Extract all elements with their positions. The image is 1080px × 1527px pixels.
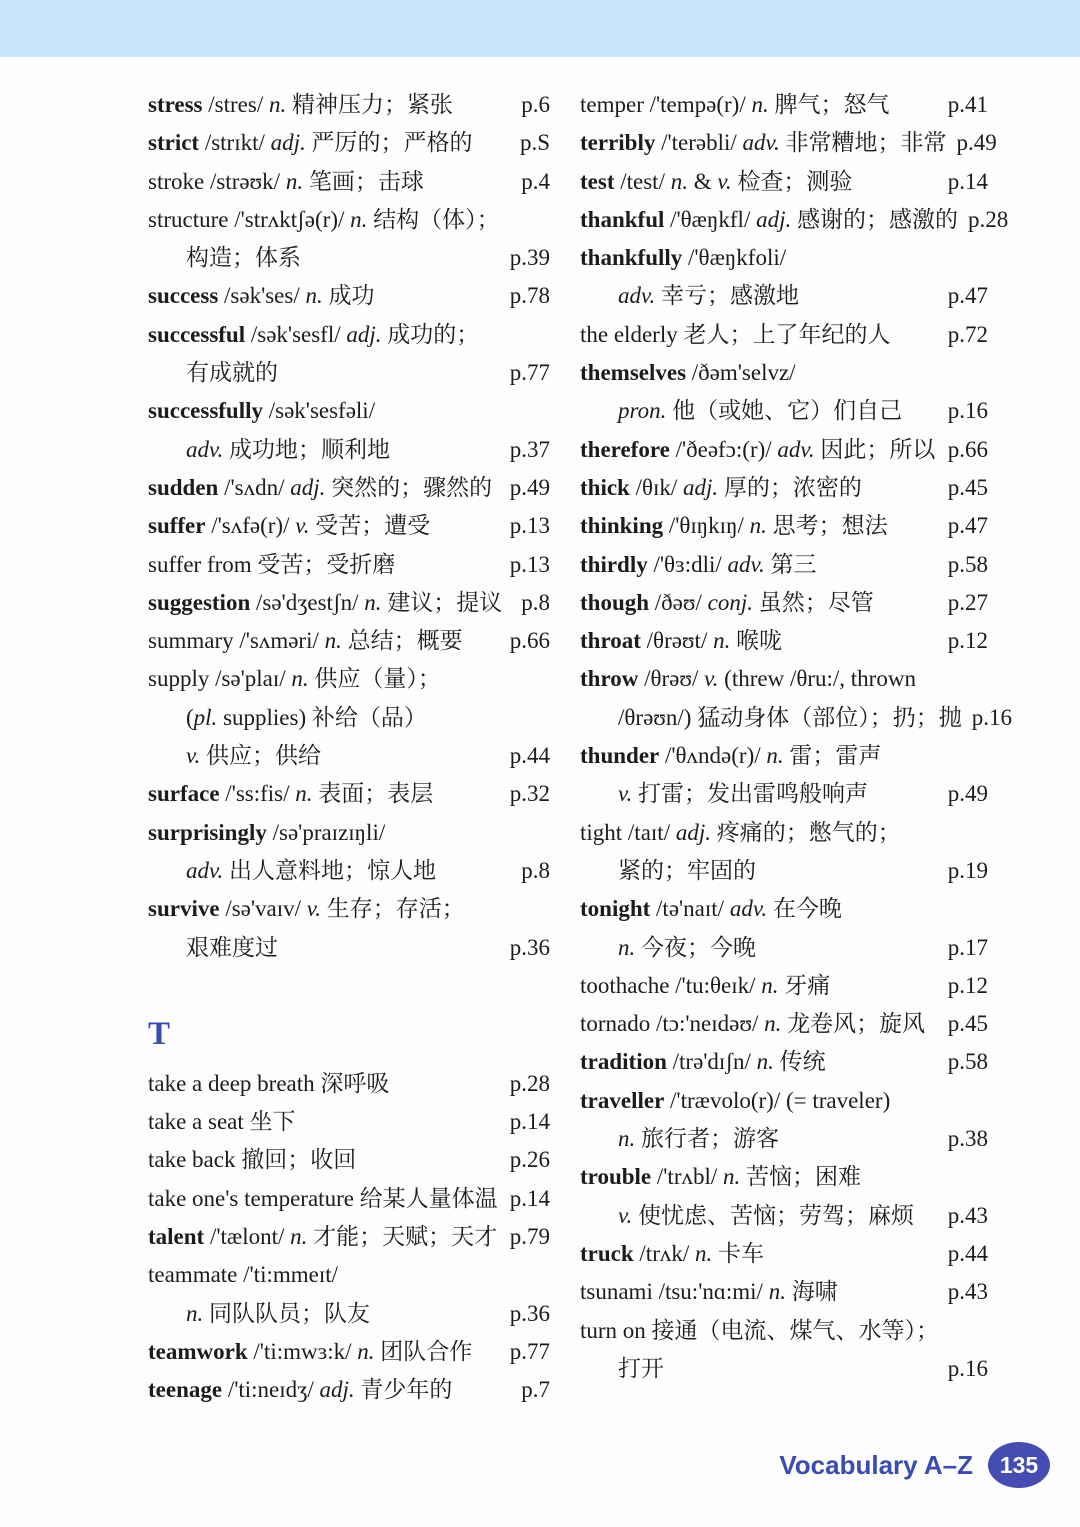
- entry-line: [148, 1333, 550, 1371]
- entry-line: [580, 1273, 988, 1311]
- page-ref: p.47: [947, 283, 988, 309]
- entry-line: [580, 699, 1012, 737]
- page-number-badge: 135: [988, 1442, 1050, 1488]
- entry-line: [148, 929, 550, 967]
- page-ref: p.16: [947, 398, 988, 424]
- page-ref: p.72: [947, 321, 988, 347]
- page-ref: p.26: [509, 1147, 550, 1173]
- entry-text: teenage /'ti:neɪdʒ/ adj. 青少年的: [148, 1377, 453, 1403]
- page-ref: p.17: [947, 934, 988, 960]
- entry-line: [148, 86, 550, 124]
- entry-text: structure /'strʌktʃə(r)/ n. 结构（体）；: [148, 206, 500, 232]
- section-letter-T: T: [148, 1015, 171, 1052]
- entry-text: talent /'tælont/ n. 才能；天赋；天才: [148, 1224, 498, 1250]
- entry-text: throat /θrəʊt/ n. 喉咙: [580, 628, 783, 654]
- entry-text: sudden /'sʌdn/ adj. 突然的；骤然的: [148, 474, 493, 500]
- entry-line: [580, 1312, 988, 1350]
- page-ref: p.44: [509, 743, 550, 769]
- entry-line: [148, 201, 550, 239]
- entry-line: [580, 431, 988, 469]
- entry-line: [580, 354, 988, 392]
- entry-text: turn on 接通（电流、煤气、水等）；: [580, 1317, 940, 1343]
- page-ref: p.36: [509, 1300, 550, 1326]
- entry-line: [580, 737, 988, 775]
- entry-line: [148, 1065, 550, 1103]
- page-ref: p.27: [947, 589, 988, 615]
- entry-text: tornado /tɔ:'neɪdəʊ/ n. 龙卷风；旋风: [580, 1011, 926, 1037]
- entry-text: adv. 出人意料地；惊人地: [186, 857, 437, 883]
- entry-text: take a deep breath 深呼吸: [148, 1070, 390, 1096]
- entry-text: survive /sə'vaɪv/ v. 生存；存活；: [148, 896, 465, 922]
- page-ref: p.12: [947, 972, 988, 998]
- page-ref: p.38: [947, 1126, 988, 1152]
- entry-text: stress /stres/ n. 精神压力；紧张: [148, 92, 453, 117]
- entry-line: [580, 890, 988, 928]
- page-ref: p.13: [509, 551, 550, 577]
- entry-line: [148, 124, 550, 162]
- page-ref: p.6: [521, 92, 550, 117]
- entry-line: [148, 814, 550, 852]
- entry-text: tradition /trə'dɪʃn/ n. 传统: [580, 1049, 826, 1075]
- entry-line: [580, 1350, 988, 1388]
- page-ref: p.44: [947, 1240, 988, 1266]
- entry-text: 构造；体系: [186, 245, 301, 271]
- page-ref: p.19: [947, 857, 988, 883]
- entry-line: [580, 201, 1009, 239]
- entry-text: surface /'ss:fis/ n. 表面；表层: [148, 781, 434, 807]
- entry-line: [580, 1082, 988, 1120]
- entry-text: n. 同队队员；队友: [186, 1300, 370, 1326]
- entry-text: pron. 他（或她、它）们自己: [618, 398, 903, 424]
- entry-text: strict /strɪkt/ adj. 严厉的；严格的: [148, 130, 473, 156]
- entry-line: [580, 929, 988, 967]
- entry-line: [148, 1141, 550, 1179]
- entry-line: [148, 1218, 550, 1256]
- page-ref: p.49: [509, 474, 550, 500]
- entry-line: [580, 584, 988, 622]
- page-ref: p.41: [947, 92, 988, 117]
- page-ref: p.58: [947, 1049, 988, 1075]
- entry-line: [148, 392, 550, 430]
- entry-text: 艰难度过: [186, 934, 278, 960]
- entry-text: therefore /'ðeəfɔ:(r)/ adv. 因此；所以: [580, 436, 936, 462]
- page-ref: p.8: [521, 589, 550, 615]
- footer-section-label: Vocabulary A–Z: [779, 1449, 973, 1480]
- entry-line: [580, 546, 988, 584]
- entry-text: tight /taɪt/ adj. 疼痛的；憋气的；: [580, 819, 901, 845]
- page-ref: p.8: [521, 857, 550, 883]
- entry-text: thunder /'θʌndə(r)/ n. 雷；雷声: [580, 743, 882, 769]
- page-ref: p.16: [947, 1355, 988, 1381]
- entry-line: [148, 1180, 550, 1218]
- entry-text: thankful /'θæŋkfl/ adj. 感谢的；感激的: [580, 206, 958, 232]
- entry-text: v. 供应；供给: [186, 743, 322, 769]
- page-ref: p.32: [509, 781, 550, 807]
- page-ref: p.36: [509, 934, 550, 960]
- entry-line: [148, 584, 550, 622]
- entry-line: [148, 469, 550, 507]
- entry-text: successful /sək'sesfl/ adj. 成功的；: [148, 321, 480, 347]
- entry-text: though /ðəʊ/ conj. 虽然；尽管: [580, 589, 874, 615]
- entry-line: [148, 277, 550, 315]
- page-footer: [779, 1442, 1050, 1488]
- page-top-band: [0, 0, 1080, 57]
- entry-text: suffer /'sʌfə(r)/ v. 受苦；遭受: [148, 513, 431, 539]
- entry-text: /θrəʊn/) 猛动身体（部位）；扔；抛: [618, 704, 962, 730]
- entry-text: adv. 幸亏；感激地: [618, 283, 800, 309]
- page-ref: p.7: [521, 1377, 550, 1403]
- entry-line: [580, 86, 988, 124]
- entry-text: v. 打雷；发出雷鸣般响声: [618, 781, 869, 807]
- entry-text: adv. 成功地；顺利地: [186, 436, 391, 462]
- entry-text: (pl. supplies) 补给（品）: [186, 704, 427, 730]
- entry-text: teamwork /'ti:mwɜ:k/ n. 团队合作: [148, 1338, 473, 1364]
- entry-line: [580, 469, 988, 507]
- entry-text: take a seat 坐下: [148, 1109, 296, 1135]
- entry-text: 紧的；牢固的: [618, 857, 756, 883]
- entry-text: thankfully /'θæŋkfoli/: [580, 245, 787, 271]
- page-ref: p.43: [947, 1279, 988, 1305]
- entry-line: [580, 1005, 988, 1043]
- page-ref: p.37: [509, 436, 550, 462]
- page-ref: p.58: [947, 551, 988, 577]
- entry-line: [148, 622, 550, 660]
- entry-line: [148, 507, 550, 545]
- entry-text: n. 今夜；今晚: [618, 934, 756, 960]
- entry-line: [580, 239, 988, 277]
- entry-text: traveller /'trævolo(r)/ (= traveler): [580, 1087, 891, 1113]
- entry-text: test /test/ n. & v. 检查；测验: [580, 168, 853, 194]
- entry-text: the elderly 老人；上了年纪的人: [580, 321, 891, 347]
- page-ref: p.14: [947, 168, 988, 194]
- entry-text: suffer from 受苦；受折磨: [148, 551, 396, 577]
- entry-line: [148, 1295, 550, 1333]
- vocab-column-left: [148, 86, 550, 1410]
- entry-text: success /sək'ses/ n. 成功: [148, 283, 375, 309]
- page-ref: p.49: [947, 781, 988, 807]
- page-ref: p.28: [509, 1070, 550, 1096]
- entry-line: [580, 316, 988, 354]
- entry-text: surprisingly /sə'praɪzɪŋli/: [148, 819, 386, 845]
- page-ref: p.49: [956, 130, 997, 156]
- entry-text: thick /θɪk/ adj. 厚的；浓密的: [580, 474, 862, 500]
- entry-line: [148, 1256, 550, 1294]
- entry-line: [148, 890, 550, 928]
- entry-line: [580, 660, 988, 698]
- entry-line: [580, 622, 988, 660]
- entry-line: [148, 1103, 550, 1141]
- entry-line: [148, 1371, 550, 1409]
- entry-text: summary /'sʌməri/ n. 总结；概要: [148, 628, 463, 654]
- page-ref: p.45: [947, 474, 988, 500]
- entry-text: temper /'tempə(r)/ n. 脾气；怒气: [580, 92, 890, 117]
- entry-text: themselves /ðəm'selvz/: [580, 360, 796, 386]
- entry-line: [580, 1120, 988, 1158]
- entry-line: [148, 699, 550, 737]
- entry-line: [580, 775, 988, 813]
- entry-line: [580, 1043, 988, 1081]
- page-ref: p.14: [509, 1185, 550, 1211]
- page-ref: p.4: [521, 168, 550, 194]
- entry-line: [580, 277, 988, 315]
- page-ref: p.43: [947, 1202, 988, 1228]
- entry-text: 打开: [618, 1355, 664, 1381]
- entry-line: [148, 431, 550, 469]
- entry-text: toothache /'tu:θeɪk/ n. 牙痛: [580, 972, 831, 998]
- entry-text: thirdly /'θɜ:dli/ adv. 第三: [580, 551, 817, 577]
- entry-line: [148, 660, 550, 698]
- entry-line: [580, 1235, 988, 1273]
- entry-text: 有成就的: [186, 360, 278, 386]
- page-ref: p.13: [509, 513, 550, 539]
- entry-text: thinking /'θɪŋkɪŋ/ n. 思考；想法: [580, 513, 888, 539]
- page-ref: p.78: [509, 283, 550, 309]
- page-ref: p.45: [947, 1011, 988, 1037]
- entry-line: [580, 1197, 988, 1235]
- entry-line: [580, 392, 988, 430]
- entry-text: teammate /'ti:mmeɪt/: [148, 1262, 339, 1288]
- page-ref: p.66: [947, 436, 988, 462]
- entry-line: [580, 507, 988, 545]
- entry-line: [580, 163, 988, 201]
- entry-text: take one's temperature 给某人量体温: [148, 1185, 498, 1211]
- page-ref: p.47: [947, 513, 988, 539]
- entry-text: terribly /'terəbli/ adv. 非常糟地；非常: [580, 130, 947, 156]
- entry-text: n. 旅行者；游客: [618, 1126, 779, 1152]
- entry-text: suggestion /sə'dʒestʃn/ n. 建议；提议: [148, 589, 503, 615]
- entry-text: trouble /'trʌbl/ n. 苦恼；困难: [580, 1164, 862, 1190]
- entry-text: v. 使忧虑、苦恼；劳驾；麻烦: [618, 1202, 915, 1228]
- page-ref: p.77: [509, 1338, 550, 1364]
- entry-line: [148, 775, 550, 813]
- entry-text: supply /sə'plaɪ/ n. 供应（量）；: [148, 666, 441, 692]
- entry-line: [580, 814, 988, 852]
- entry-line: [148, 354, 550, 392]
- entry-line: [580, 124, 997, 162]
- entry-line: [148, 852, 550, 890]
- entry-line: [148, 737, 550, 775]
- page-ref: p.28: [967, 206, 1009, 232]
- entry-text: take back 撤回；收回: [148, 1147, 357, 1173]
- page-ref: p.S: [519, 130, 550, 156]
- vocab-column-right: [580, 86, 1012, 1388]
- entry-line: [580, 1158, 988, 1196]
- page-ref: p.12: [947, 628, 988, 654]
- page-ref: p.79: [509, 1224, 550, 1250]
- entry-text: stroke /strəʊk/ n. 笔画；击球: [148, 168, 424, 194]
- page-ref: p.16: [971, 704, 1012, 730]
- page-ref: p.39: [509, 245, 550, 271]
- entry-text: tsunami /tsu:'nɑ:mi/ n. 海啸: [580, 1279, 838, 1305]
- entry-line: [148, 546, 550, 584]
- entry-text: tonight /tə'naɪt/ adv. 在今晚: [580, 896, 842, 922]
- entry-text: truck /trʌk/ n. 卡车: [580, 1240, 765, 1266]
- entry-line: [148, 316, 550, 354]
- entry-text: throw /θrəʊ/ v. (threw /θru:/, thrown: [580, 666, 916, 692]
- entry-text: successfully /sək'sesfəli/: [148, 398, 376, 424]
- entry-line: [148, 239, 550, 277]
- entry-line: [580, 852, 988, 890]
- page-ref: p.14: [509, 1109, 550, 1135]
- page-ref: p.66: [509, 628, 550, 654]
- entry-line: [580, 967, 988, 1005]
- page-ref: p.77: [509, 360, 550, 386]
- entry-line: [148, 163, 550, 201]
